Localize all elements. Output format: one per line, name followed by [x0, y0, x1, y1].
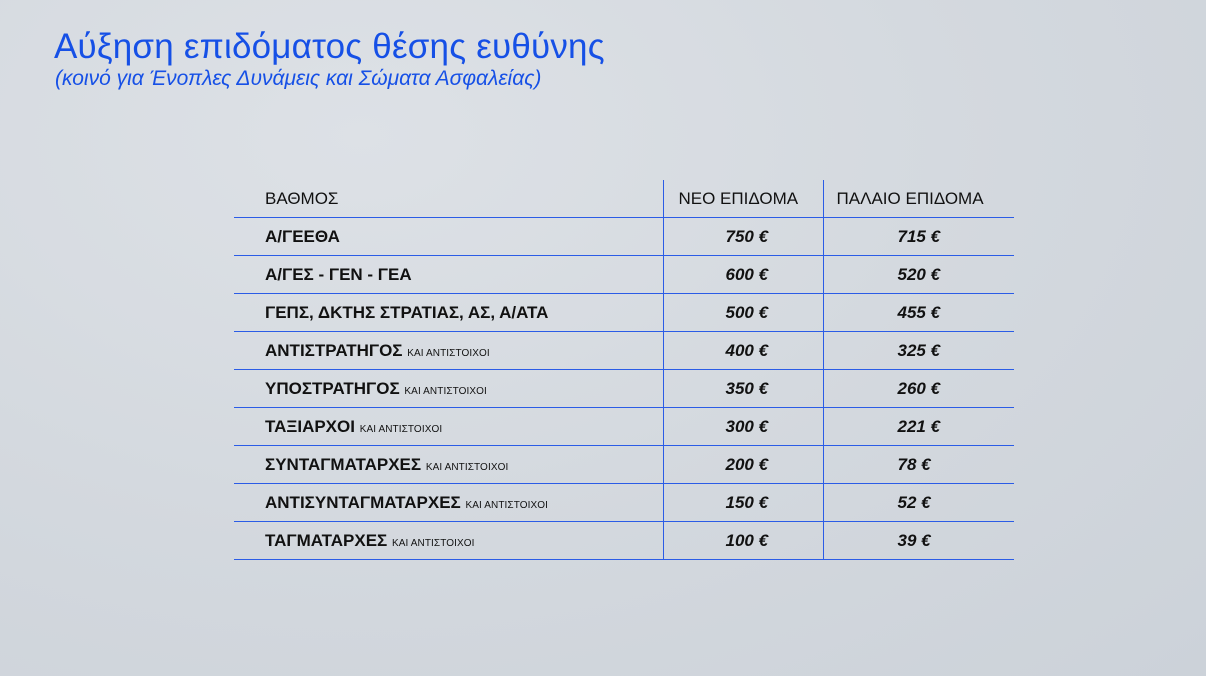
- old-allowance-cell: 715 €: [823, 218, 1014, 256]
- new-allowance-cell: 350 €: [663, 370, 823, 408]
- rank-name: ΑΝΤΙΣΤΡΑΤΗΓΟΣ: [265, 340, 403, 360]
- rank-name: ΤΑΓΜΑΤΑΡΧΕΣ: [265, 530, 388, 550]
- rank-suffix: ΚΑΙ ΑΝΤΙΣΤΟΙΧΟΙ: [407, 347, 490, 359]
- old-allowance-cell: 78 €: [823, 446, 1014, 484]
- rank-name: ΣΥΝΤΑΓΜΑΤΑΡΧΕΣ: [265, 454, 422, 474]
- rank-name: ΤΑΞΙΑΡΧΟΙ: [265, 416, 355, 436]
- old-allowance-cell: 325 €: [823, 332, 1014, 370]
- rank-cell: [234, 332, 663, 370]
- rank-suffix: ΚΑΙ ΑΝΤΙΣΤΟΙΧΟΙ: [425, 461, 509, 473]
- rank-cell: [234, 256, 663, 294]
- rank-suffix: ΚΑΙ ΑΝΤΙΣΤΟΙΧΟΙ: [359, 423, 443, 435]
- page-title: Αύξηση επιδόματος θέσης ευθύνης: [54, 27, 605, 66]
- rank-cell: [234, 294, 663, 332]
- rank-name: Α/ΓΕΣ - ΓΕΝ - ΓΕΑ: [265, 264, 412, 284]
- column-header-old-allowance: ΠΑΛΑΙΟ ΕΠΙΔΟΜΑ: [823, 180, 1014, 218]
- new-allowance-cell: 300 €: [663, 408, 823, 446]
- table-row: [234, 256, 1014, 294]
- rank-name: Α/ΓΕΕΘΑ: [265, 226, 340, 246]
- old-allowance-cell: 52 €: [823, 484, 1014, 522]
- new-allowance-cell: 600 €: [663, 256, 823, 294]
- allowance-table: [234, 180, 1014, 560]
- rank-suffix: ΚΑΙ ΑΝΤΙΣΤΟΙΧΟΙ: [465, 499, 548, 511]
- old-allowance-cell: 221 €: [823, 408, 1014, 446]
- old-allowance-cell: 39 €: [823, 522, 1014, 560]
- table-row: [234, 446, 1014, 484]
- table-row: [234, 484, 1014, 522]
- rank-cell: [234, 484, 663, 522]
- table-header-row: [234, 180, 1014, 218]
- rank-cell: [234, 370, 663, 408]
- table-body: [234, 218, 1014, 560]
- new-allowance-cell: 750 €: [663, 218, 823, 256]
- rank-cell: [234, 218, 663, 256]
- table-row: [234, 218, 1014, 256]
- old-allowance-cell: 520 €: [823, 256, 1014, 294]
- old-allowance-cell: 260 €: [823, 370, 1014, 408]
- rank-name: ΑΝΤΙΣΥΝΤΑΓΜΑΤΑΡΧΕΣ: [265, 492, 461, 512]
- rank-name: ΥΠΟΣΤΡΑΤΗΓΟΣ: [265, 378, 400, 398]
- rank-suffix: ΚΑΙ ΑΝΤΙΣΤΟΙΧΟΙ: [392, 537, 475, 549]
- new-allowance-cell: 400 €: [663, 332, 823, 370]
- new-allowance-cell: 500 €: [663, 294, 823, 332]
- new-allowance-cell: 150 €: [663, 484, 823, 522]
- rank-cell: [234, 446, 663, 484]
- table-row: [234, 332, 1014, 370]
- new-allowance-cell: 200 €: [663, 446, 823, 484]
- allowance-table-container: [234, 180, 1014, 560]
- table-row: [234, 408, 1014, 446]
- new-allowance-cell: 100 €: [663, 522, 823, 560]
- table-row: [234, 294, 1014, 332]
- page-subtitle: (κοινό για Ένοπλες Δυνάμεις και Σώματα Ασφαλείας): [55, 67, 542, 90]
- rank-suffix: ΚΑΙ ΑΝΤΙΣΤΟΙΧΟΙ: [404, 385, 487, 397]
- table-row: [234, 522, 1014, 560]
- rank-cell: [234, 522, 663, 560]
- column-header-new-allowance: ΝΕΟ ΕΠΙΔΟΜΑ: [663, 180, 823, 218]
- table-row: [234, 370, 1014, 408]
- rank-name: ΓΕΠΣ, ΔΚΤΗΣ ΣΤΡΑΤΙΑΣ, ΑΣ, Α/ΑΤΑ: [265, 302, 549, 322]
- rank-cell: [234, 408, 663, 446]
- old-allowance-cell: 455 €: [823, 294, 1014, 332]
- column-header-rank: ΒΑΘΜΟΣ: [234, 180, 663, 218]
